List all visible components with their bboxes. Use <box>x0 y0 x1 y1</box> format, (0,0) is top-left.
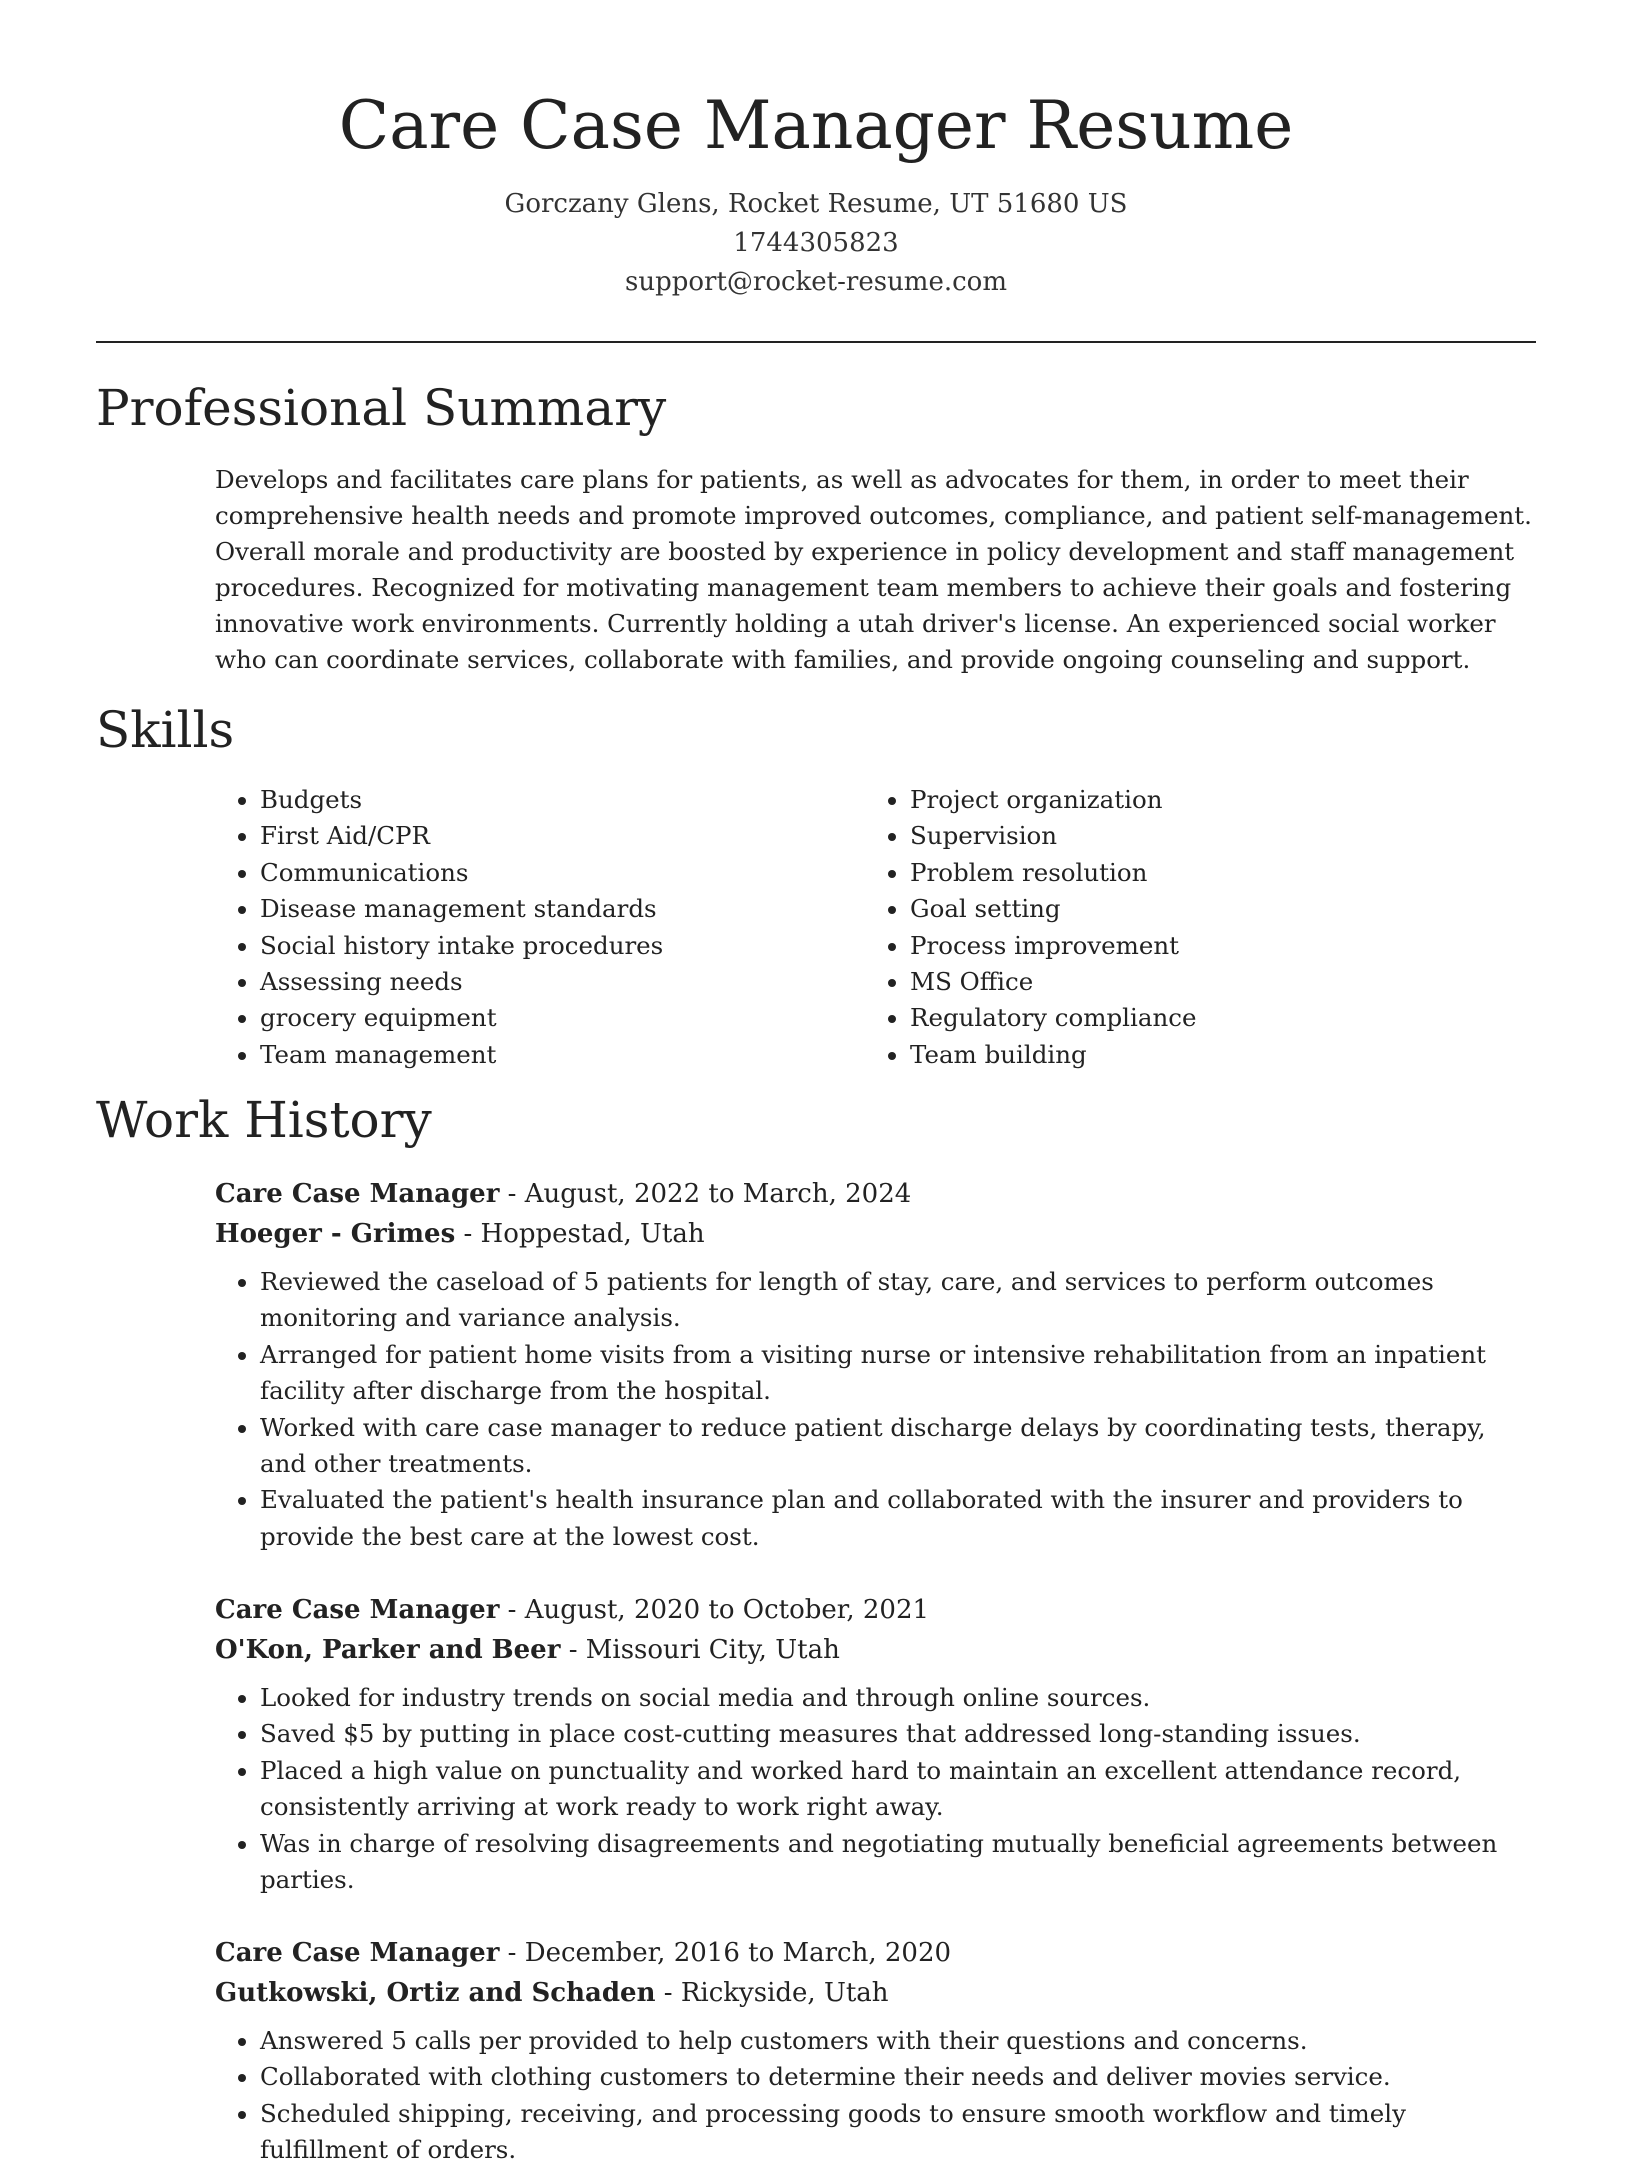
resume-header <box>0 0 1632 302</box>
job-bullet: • Worked with care case manager to reduce patient discharge delays by coordinating tests, therapy, and other treatments. <box>260 1410 1535 1483</box>
job-title: Care Case Manager <box>215 1179 500 1209</box>
work-entry <box>215 1590 1535 1898</box>
job-company: O'Kon, Parker and Beer <box>215 1635 561 1665</box>
job-dates: - December, 2016 to March, 2020 <box>507 1938 952 1968</box>
work-entry <box>215 1933 1535 2169</box>
skill-item: • Regulatory compliance <box>910 1000 1515 1036</box>
job-company: Hoeger - Grimes <box>215 1219 456 1249</box>
skills-column-left <box>215 782 865 1073</box>
job-title: Care Case Manager <box>215 1938 500 1968</box>
skill-item: • Social history intake procedures <box>260 928 865 964</box>
job-title-line <box>215 1933 1535 1973</box>
contact-block <box>0 185 1632 302</box>
job-title-line <box>215 1174 1535 1214</box>
job-dates: - August, 2022 to March, 2024 <box>507 1179 912 1209</box>
skills-list <box>215 782 1535 1073</box>
skill-item: • First Aid/CPR <box>260 818 865 854</box>
contact-phone: 1744305823 <box>733 228 899 259</box>
header-divider <box>96 341 1536 343</box>
resume-title: Care Case Manager Resume <box>338 87 1294 164</box>
skill-item: • MS Office <box>910 964 1515 1000</box>
contact-email: support@rocket-resume.com <box>624 267 1007 298</box>
job-bullets <box>215 1680 1535 1898</box>
job-bullets <box>215 1264 1535 1555</box>
skills-heading: Skills <box>96 701 235 759</box>
job-bullet: • Arranged for patient home visits from a visiting nurse or intensive rehabilitation from an inpatient facility after discharge from the hospital. <box>260 1337 1535 1410</box>
job-location: - Missouri City, Utah <box>568 1635 840 1665</box>
skill-item: • Problem resolution <box>910 855 1515 891</box>
skill-item: • grocery equipment <box>260 1000 865 1036</box>
job-company: Gutkowski, Ortiz and Schaden <box>215 1978 656 2008</box>
skill-item: • Supervision <box>910 818 1515 854</box>
skill-item: • Team management <box>260 1037 865 1073</box>
job-bullet: • Collaborated with clothing customers to determine their needs and deliver movies service. <box>260 2059 1535 2095</box>
skill-item: • Goal setting <box>910 891 1515 927</box>
job-bullet: • Reviewed the caseload of 5 patients for length of stay, care, and services to perform outcomes monitoring and variance analysis. <box>260 1264 1535 1337</box>
skill-item: • Assessing needs <box>260 964 865 1000</box>
skill-item: • Communications <box>260 855 865 891</box>
work-history-heading: Work History <box>96 1091 432 1149</box>
summary-text: Develops and facilitates care plans for patients, as well as advocates for them, in order to meet their comprehensive health needs and promote improved outcomes, compliance, and patient self-management. Overall morale and productivity are boosted by experience in policy development and staff management procedures. Recognized for motivating management team members to achieve their goals and fostering innovative work environments. Currently holding a utah driver's license. An experienced social worker who can coordinate services, collaborate with families, and provide ongoing counseling and support. <box>215 465 1532 674</box>
job-bullet: • Placed a high value on punctuality and worked hard to maintain an excellent attendance record, consistently arriving at work ready to work right away. <box>260 1753 1535 1826</box>
skill-item: • Disease management standards <box>260 891 865 927</box>
job-bullets <box>215 2023 1535 2169</box>
job-bullet: • Evaluated the patient's health insurance plan and collaborated with the insurer and providers to provide the best care at the lowest cost. <box>260 1482 1535 1555</box>
skill-item: • Team building <box>910 1037 1515 1073</box>
job-location: - Hoppestad, Utah <box>463 1219 705 1249</box>
job-bullet: • Looked for industry trends on social media and through online sources. <box>260 1680 1535 1716</box>
skill-item: • Project organization <box>910 782 1515 818</box>
skill-item: • Budgets <box>260 782 865 818</box>
job-location: - Rickyside, Utah <box>663 1978 889 2008</box>
job-title-line <box>215 1590 1535 1630</box>
work-entry <box>215 1174 1535 1555</box>
job-bullet: • Scheduled shipping, receiving, and processing goods to ensure smooth workflow and timely fulfillment of orders. <box>260 2096 1535 2169</box>
job-employer-line <box>215 1630 1535 1670</box>
job-employer-line <box>215 1973 1535 2013</box>
job-dates: - August, 2020 to October, 2021 <box>507 1595 930 1625</box>
job-employer-line <box>215 1214 1535 1254</box>
contact-address: Gorczany Glens, Rocket Resume, UT 51680 US <box>504 189 1128 220</box>
skill-item: • Process improvement <box>910 928 1515 964</box>
job-title: Care Case Manager <box>215 1595 500 1625</box>
skills-column-right <box>865 782 1515 1073</box>
job-bullet: • Was in charge of resolving disagreements and negotiating mutually beneficial agreements between parties. <box>260 1826 1535 1899</box>
job-bullet: • Saved $5 by putting in place cost-cutting measures that addressed long-standing issues. <box>260 1716 1535 1752</box>
job-bullet: • Answered 5 calls per provided to help customers with their questions and concerns. <box>260 2023 1535 2059</box>
summary-heading: Professional Summary <box>96 379 667 437</box>
